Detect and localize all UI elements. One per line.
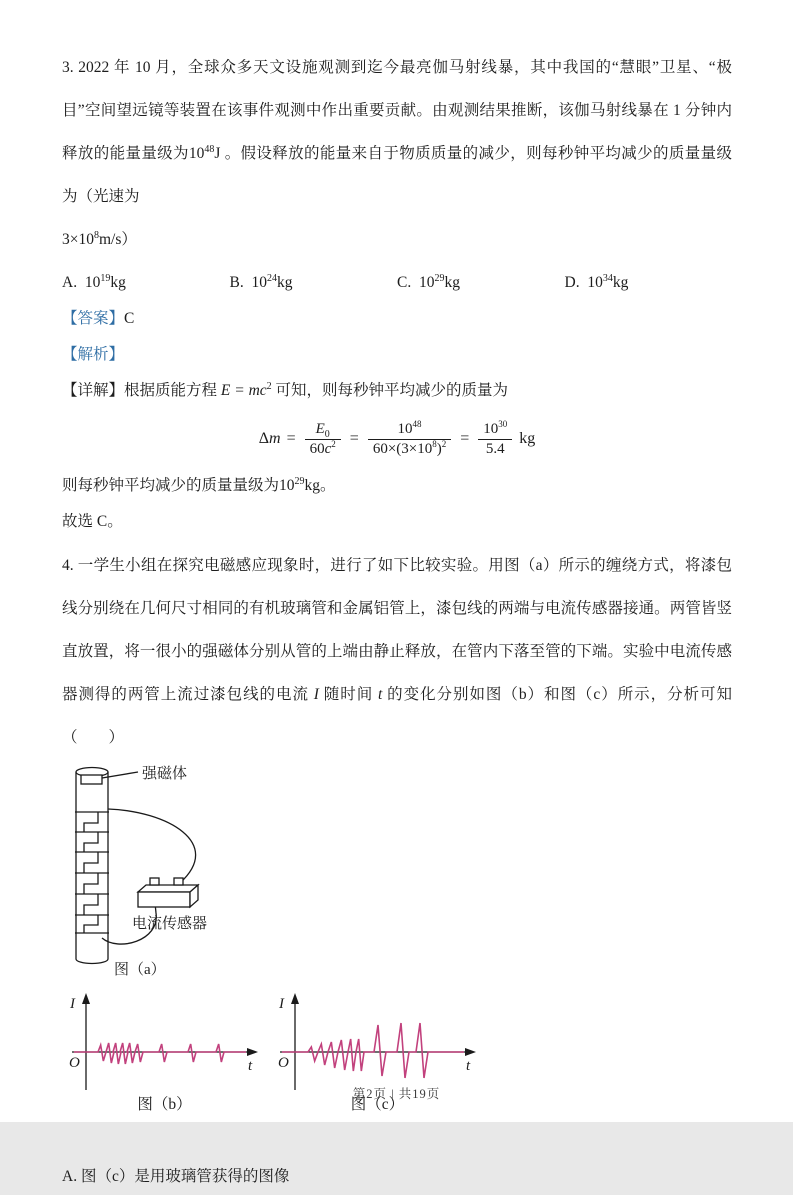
detail-text-cont: 可知，则每秒钟平均减少的质量为 <box>271 382 509 399</box>
sensor-terminal-left <box>150 878 159 885</box>
den-60: 60 <box>309 441 325 457</box>
x-axis-arrow <box>247 1048 258 1056</box>
option-unit: kg <box>276 274 293 291</box>
choose-line: 故选 C。 <box>62 513 123 530</box>
question-4-paragraph <box>62 544 732 759</box>
analysis-label: 【解析】 <box>62 346 125 363</box>
figure-a-apparatus <box>62 761 312 983</box>
tube-bottom-arc <box>76 959 108 964</box>
num-exp: 30 <box>498 419 508 429</box>
answer-value: C <box>124 310 135 327</box>
speed-unit: m/s） <box>99 231 137 248</box>
q3-options-row <box>62 265 732 301</box>
x-axis-arrow <box>465 1048 476 1056</box>
delta-m-formula <box>62 417 732 462</box>
kg-unit: kg <box>519 430 536 448</box>
page-content <box>62 46 732 1195</box>
c-exponent: 2 <box>331 439 336 449</box>
option-label: B. <box>229 274 244 291</box>
num-base: 10 <box>483 421 499 437</box>
mass-variable: m <box>269 430 281 448</box>
mass-energy-equation: E = mc <box>220 382 267 399</box>
y-axis-arrow <box>82 993 90 1004</box>
conclusion-unit: kg。 <box>304 477 336 494</box>
equals-sign: = <box>460 430 470 448</box>
y-axis-label: I <box>70 996 75 1012</box>
graph-b <box>62 992 267 1097</box>
option-unit: kg <box>444 274 460 291</box>
graph-c-caption: 图（c） <box>350 1096 405 1113</box>
origin-label: O <box>278 1055 289 1071</box>
fraction-1 <box>305 421 341 458</box>
waveform-c <box>282 1023 464 1078</box>
magnet-rect <box>81 775 102 784</box>
option-label: C. <box>397 274 412 291</box>
x-axis-label: t <box>466 1058 471 1074</box>
c-variable: c <box>324 441 332 457</box>
num-exp: 48 <box>412 419 422 429</box>
sensor-terminal-right <box>174 878 183 885</box>
coil-wraps <box>75 812 109 933</box>
den-value: 5.4 <box>485 441 505 457</box>
figure-a-caption: 图（a） <box>114 962 166 978</box>
den-text: 60×(3×10 <box>372 441 433 457</box>
option-label: D. <box>564 274 580 291</box>
wire-top <box>108 809 196 883</box>
option-unit: kg <box>612 274 629 291</box>
option-exp: 34 <box>602 272 613 284</box>
num-base: 10 <box>397 421 413 437</box>
q4-text: 4. 一学生小组在探究电磁感应现象时，进行了如下比较实验。用图（a）所示的缠绕方式，将漆包线分别绕在几何尺寸相同的有机玻璃管和金属铝管上，漆包线的两端与电流传感器接通。两管皆竖直放置，将一很小的强磁体分别从管的上端由静止释放，在管内下落至管的下端。实验中电流传感器测得的两管上流过漆包线的电流 <box>62 557 732 703</box>
equals-sign: = <box>286 430 296 448</box>
option-b-q3 <box>230 265 398 301</box>
origin-label: O <box>69 1055 80 1071</box>
time-variable: t <box>378 686 383 703</box>
option-label: A. <box>62 274 78 291</box>
option-c-q3 <box>397 265 565 301</box>
den-close: ) <box>436 441 442 457</box>
option-unit: kg <box>110 274 126 291</box>
waveform-b <box>74 1043 246 1064</box>
speed-exponent: 8 <box>94 229 99 241</box>
q3-energy-exponent: 48 <box>204 143 215 155</box>
option-exp: 24 <box>266 272 277 284</box>
conclusion-line <box>62 468 732 504</box>
q3-speed-line <box>62 218 732 261</box>
option-exp: 29 <box>434 272 445 284</box>
y-axis-label: I <box>279 996 284 1012</box>
q4-text: 的变化分别如图（b）和图（c）所示，分析可知（ ） <box>62 686 732 746</box>
den-inner-exp: 8 <box>432 439 437 449</box>
conclusion-exponent: 29 <box>294 475 305 487</box>
conclusion-text: 则每秒钟平均减少的质量量级为10 <box>62 477 295 494</box>
question-3-paragraph <box>62 46 732 218</box>
analysis-line <box>62 337 732 373</box>
page-footer: 第2页 | 共19页 <box>352 1087 441 1101</box>
equation-exponent: 2 <box>266 380 272 392</box>
q3-text: 3. 2022 年 10 月，全球众多天文设施观测到迄今最亮伽马射线暴，其中我国的“慧眼”卫星、“极目”空间望远镜等装置在该事件观测中作出重要贡献。由观测结果推断，该伽马射线暴在 1 分钟内释放的能量量级为10 <box>62 59 732 162</box>
sensor-label: 电流传感器 <box>132 916 208 932</box>
detail-line <box>62 373 732 409</box>
graph-b-caption: 图（b） <box>137 1096 192 1113</box>
delta-symbol: Δ <box>258 430 270 448</box>
q3-text-cont: J 。假设释放的能量来自于物质质量的减少，则每秒钟平均减少的质量量级为（光速为 <box>62 145 732 205</box>
option-d-q3 <box>565 265 733 301</box>
option-a-q3 <box>62 265 230 301</box>
option-base: 10 <box>587 274 603 291</box>
option-base: 10 <box>418 274 435 291</box>
q4-text: 随时间 <box>318 686 378 703</box>
answer-label: 【答案】 <box>62 310 125 327</box>
q4-option-a: A. 图（c）是用玻璃管获得的图像 <box>62 1168 290 1185</box>
equals-sign: = <box>349 430 359 448</box>
option-exp: 19 <box>100 272 111 284</box>
current-variable: I <box>313 686 319 703</box>
y-axis-arrow <box>291 993 299 1004</box>
graph-c <box>270 992 485 1097</box>
answer-line <box>62 301 732 337</box>
current-sensor-box <box>138 878 198 907</box>
E-subscript: 0 <box>324 429 330 440</box>
detail-text: 根据质能方程 <box>124 382 221 399</box>
option-base: 10 <box>84 274 101 291</box>
magnet-label: 强磁体 <box>142 766 188 782</box>
option-base: 10 <box>251 274 267 291</box>
fraction-2 <box>368 421 451 458</box>
E-variable: E <box>315 421 325 437</box>
speed-base: 3×10 <box>62 231 94 248</box>
detail-label: 【详解】 <box>62 382 125 399</box>
x-axis-label: t <box>248 1058 253 1074</box>
den-outer-exp: 2 <box>441 439 447 449</box>
fraction-3 <box>478 421 512 458</box>
